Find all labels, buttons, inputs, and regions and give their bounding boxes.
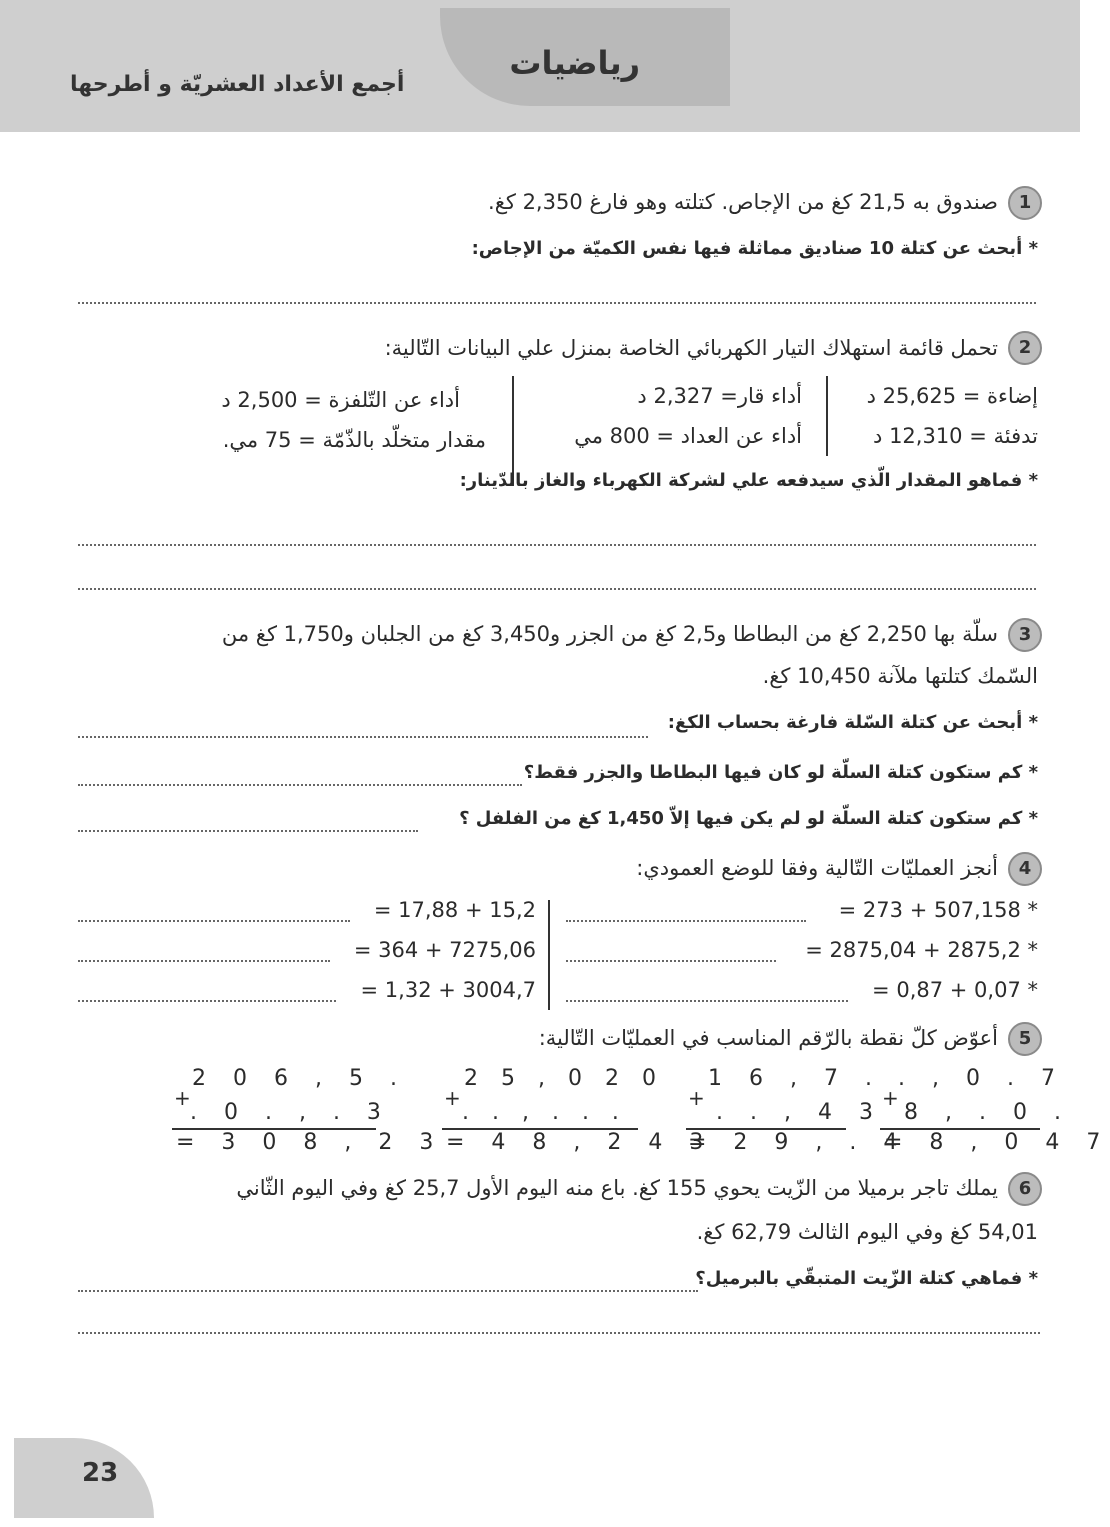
bill-meter-fee: أداء عن العداد = 800 مي (574, 424, 802, 448)
exercise-2-question: * فماهو المقدار الّذي سيدفعه علي لشركة الكهرباء والغاز بالدّينار: (459, 470, 1038, 491)
answer-line (78, 1332, 1040, 1334)
answer-line (78, 830, 418, 832)
op3-middle: . . , . . . (462, 1100, 627, 1125)
answer-line (566, 960, 776, 962)
answer-line (566, 920, 806, 922)
exercise-3-line-2: السّمك كتلتها ملآنة 10,450 كغ. (762, 664, 1038, 688)
exercise-1-question: * أبحث عن كتلة 10 صناديق مماثلة فيها نفس الكميّة من الإجاص: (471, 238, 1038, 259)
operation-right-1: * 507,158 + 273 = (838, 898, 1038, 922)
exercise-1-text: صندوق به 21,5 كغ من الإجاص. كتلته وهو فارغ 2,350 كغ. (488, 190, 998, 214)
op4-middle: . 0 . , . 3 (190, 1100, 391, 1125)
answer-line (78, 784, 522, 786)
operation-right-3: * 0,07 + 0,87 = (872, 978, 1038, 1002)
subject-title: رياضيات (509, 44, 640, 82)
op2-result: = 2 9 , . 4 (688, 1130, 908, 1155)
op3-top: 2 5 , 0 2 0 (464, 1066, 664, 1091)
plus-sign: + (174, 1086, 201, 1110)
page-number: 23 (82, 1458, 119, 1488)
answer-line (78, 588, 1036, 590)
exercise-2-number: 2 (1008, 331, 1042, 365)
page-number-tab (14, 1438, 154, 1518)
exercise-1-number: 1 (1008, 186, 1042, 220)
answer-line (78, 544, 1036, 546)
answer-line (78, 960, 330, 962)
exercise-5-text: أعوّض كلّ نقطة بالرّقم المناسب في العمليّات التّالية: (538, 1026, 998, 1050)
exercise-3-question-3: * كم ستكون كتلة السلّة لو لم يكن فيها إلاّ 1,450 كغ من الفلفل ؟ (459, 808, 1038, 829)
lesson-title: أجمع الأعداد العشريّة و أطرحها (70, 72, 405, 97)
exercise-3-question-2: * كم ستكون كتلة السلّة لو كان فيها البطاطا والجزر فقط؟ (523, 762, 1038, 783)
op2-top: 1 6 , 7 . (708, 1066, 882, 1091)
exercise-4-number: 4 (1008, 852, 1042, 886)
exercise-3-number: 3 (1008, 618, 1042, 652)
exercise-6-question: * فماهي كتلة الزّيت المتبقّي بالبرميل؟ (695, 1268, 1038, 1289)
op4-result: = 3 0 8 , 2 3 (176, 1130, 444, 1155)
answer-line (78, 920, 350, 922)
exercise-3-question-1: * أبحث عن كتلة السّلة فارغة بحساب الكغ: (667, 712, 1038, 733)
plus-sign: + (444, 1086, 471, 1110)
op1-top: . , 0 . 7 (898, 1066, 1065, 1091)
exercise-2-text: تحمل قائمة استهلاك التيار الكهربائي الخاصة بمنزل علي البيانات التّالية: (384, 336, 998, 360)
operation-left-2: 7275,06 + 364 = (353, 938, 536, 962)
answer-line (78, 736, 648, 738)
op1-result: = 8 , 0 4 7 (884, 1130, 1110, 1155)
operation-right-2: * 2875,2 + 2875,04 = (805, 938, 1038, 962)
op4-top: 2 0 6 , 5 . (192, 1066, 407, 1091)
op2-middle: . . , 4 3 (716, 1100, 883, 1125)
answer-line (566, 1000, 848, 1002)
plus-sign: + (882, 1086, 909, 1110)
column-divider (826, 376, 828, 456)
operation-left-1: 15,2 + 17,88 = (373, 898, 536, 922)
answer-line (78, 302, 1036, 304)
exercise-5-number: 5 (1008, 1022, 1042, 1056)
op1-middle: 8 , . 0 . (904, 1100, 1071, 1125)
bill-tv-fee: أداء عن التّلفزة = 2,500 د (221, 388, 460, 412)
answer-line (78, 1290, 698, 1292)
operation-left-3: 3004,7 + 1,32 = (360, 978, 536, 1002)
bill-fixed-fee: أداء قار= 2,327 د (637, 384, 802, 408)
op3-result: = 4 8 , 2 4 3 (446, 1130, 714, 1155)
bill-lighting: إضاءة = 25,625 د (866, 384, 1038, 408)
bill-heating: تدفئة = 12,310 د (873, 424, 1038, 448)
plus-sign: + (688, 1086, 715, 1110)
exercise-6-line-1: يملك تاجر برميلا من الزّيت يحوي 155 كغ. باع منه اليوم الأول 25,7 كغ وفي اليوم الثّاني (236, 1176, 998, 1200)
exercise-3-line-1: سلّة بها 2,250 كغ من البطاطا و2,5 كغ من الجزر و3,450 كغ من الجلبان و1,750 كغ من (221, 622, 998, 646)
exercise-4-text: أنجز العمليّات التّالية وفقا للوضع العمودي: (636, 856, 998, 880)
exercise-6-number: 6 (1008, 1172, 1042, 1206)
column-divider (548, 900, 550, 1010)
bill-arrears: مقدار متخلّد بالذّمّة = 75 مي. (222, 428, 486, 452)
answer-line (78, 1000, 336, 1002)
exercise-6-line-2: 54,01 كغ وفي اليوم الثالث 62,79 كغ. (696, 1220, 1038, 1244)
